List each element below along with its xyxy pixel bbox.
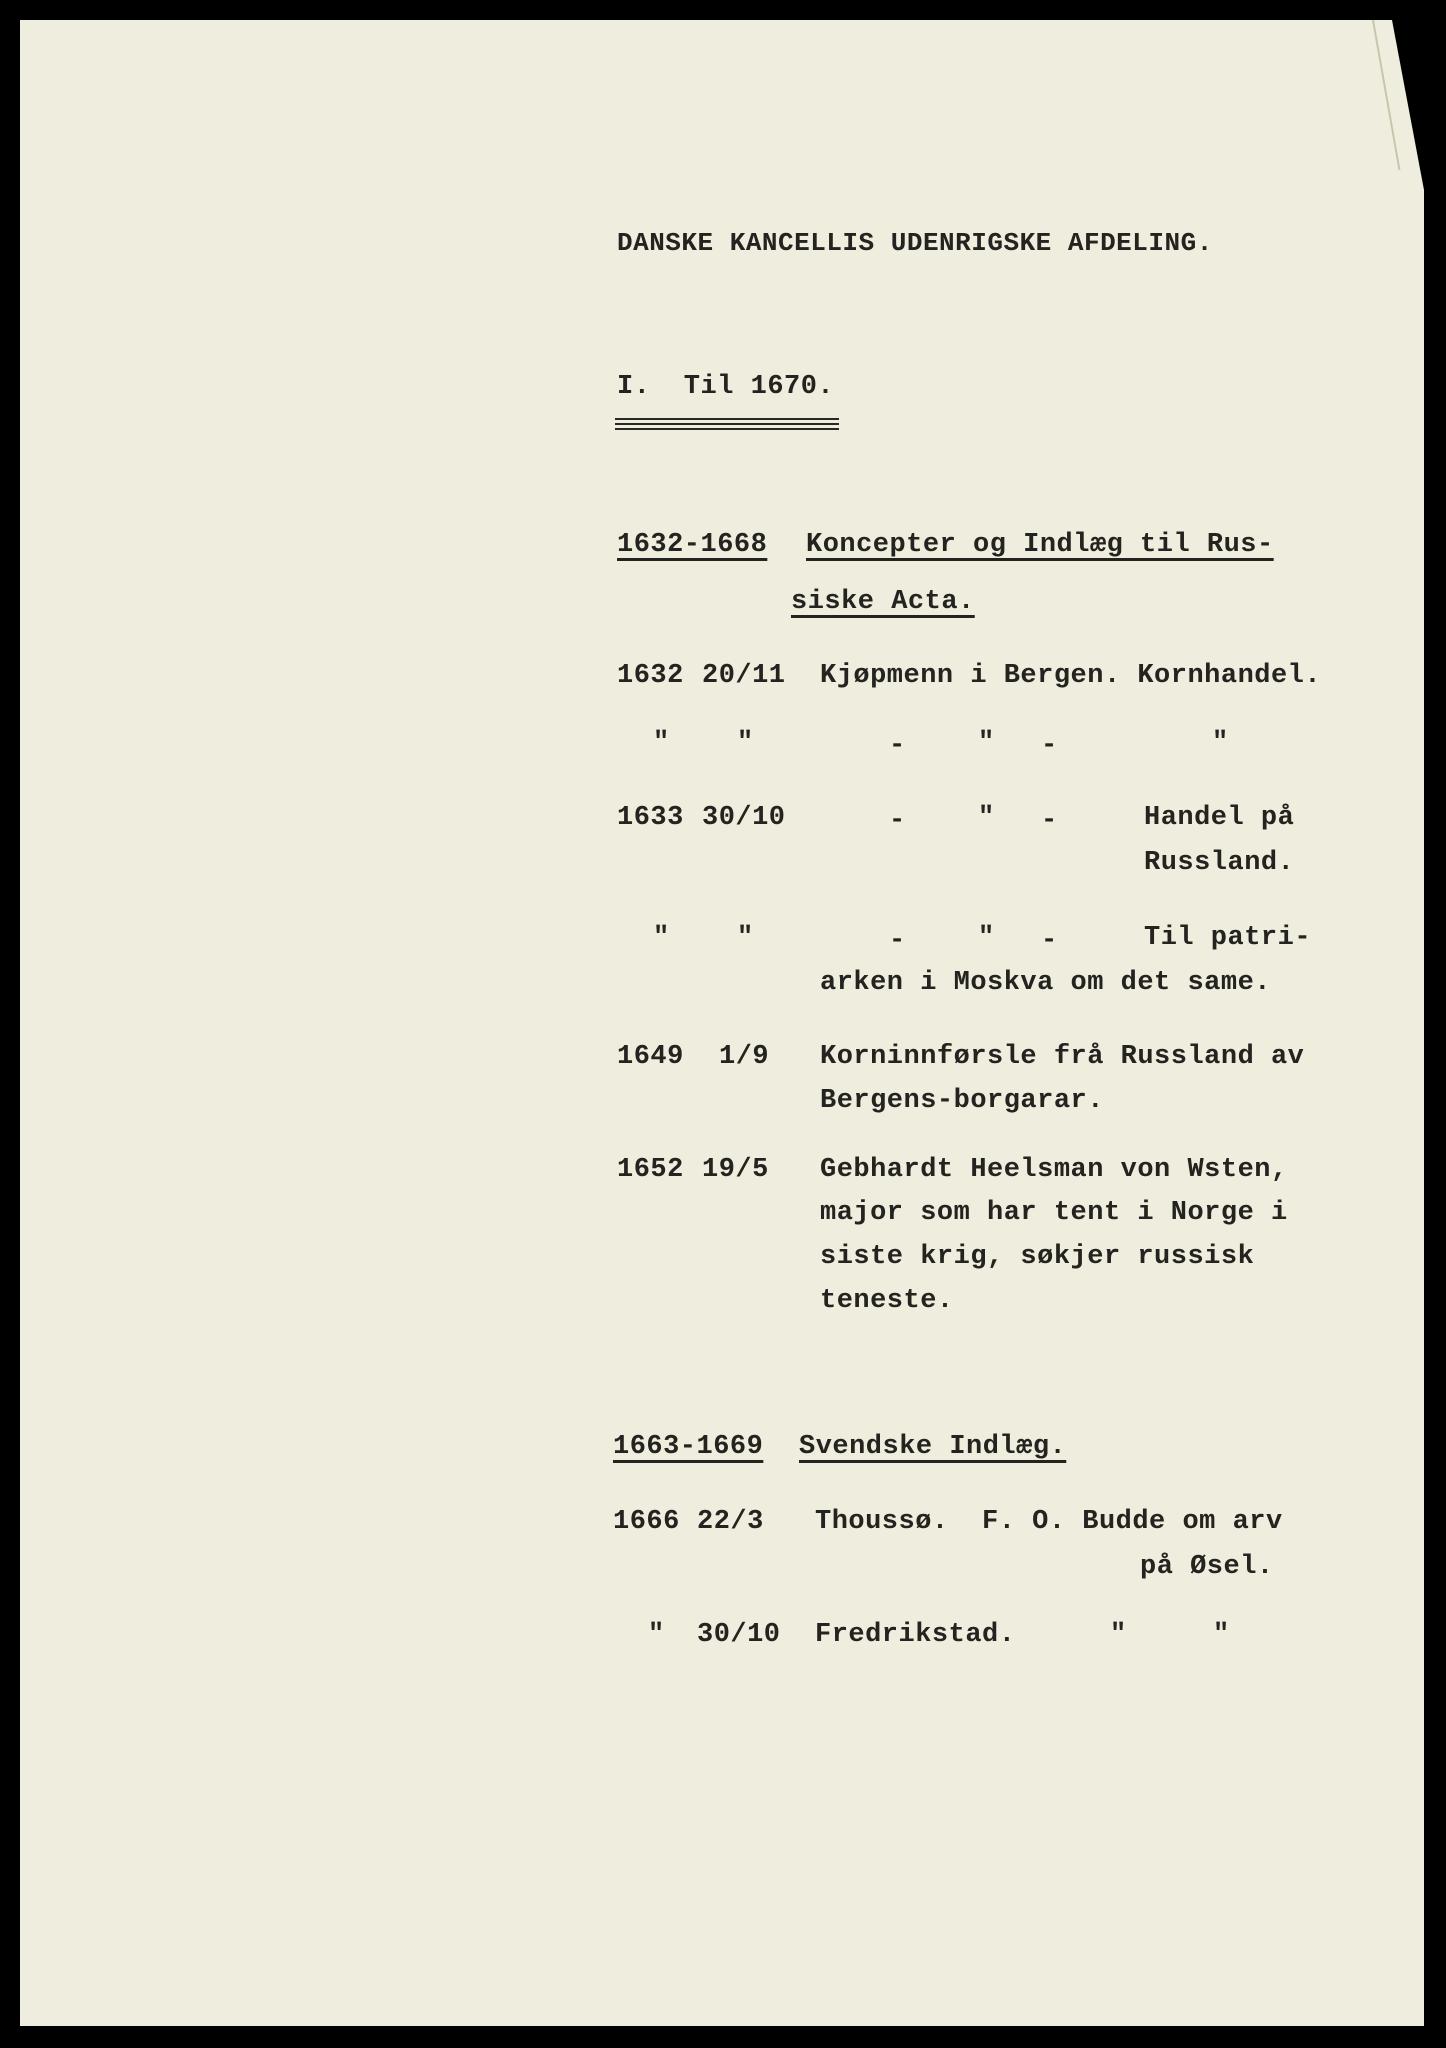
entry-year: 1666 (613, 1507, 680, 1537)
entry-year: 1633 (617, 803, 684, 833)
entry-text-cont: major som har tent i Norge i (820, 1198, 1288, 1228)
entry-ditto-mark: " (978, 803, 995, 833)
entry-date: 30/10 (697, 1620, 781, 1650)
entry-year: 1632 (617, 661, 684, 691)
entry-dash: - (1041, 731, 1058, 761)
entry-text: Fredrikstad. (815, 1620, 1016, 1650)
entry-text: Kjøpmenn i Bergen. Kornhandel. (820, 661, 1322, 691)
section-title: I. Til 1670. (617, 372, 835, 402)
entry-text: Handel på (1144, 803, 1295, 833)
entry-date-ditto: " (737, 923, 754, 953)
group-title-cont: siske Acta. (791, 587, 975, 617)
entry-year-ditto: " (653, 728, 670, 758)
entry-date: 20/11 (702, 661, 786, 691)
section-title-rule (615, 428, 839, 430)
entry-year-ditto: " (648, 1620, 665, 1650)
entry-text-cont: siste krig, søkjer russisk (820, 1242, 1255, 1272)
document-page (20, 20, 1424, 2026)
entry-year: 1652 (617, 1155, 684, 1185)
entry-year-ditto: " (653, 923, 670, 953)
entry-ditto-mark: " (978, 728, 995, 758)
entry-text: Korninnførsle frå Russland av (820, 1042, 1305, 1072)
entry-ditto-mark: " (1212, 728, 1229, 758)
entry-dash: - (889, 926, 906, 956)
entry-dash: - (1041, 926, 1058, 956)
entry-date: 19/5 (702, 1155, 769, 1185)
entry-date: 30/10 (702, 803, 786, 833)
entry-dash: - (889, 806, 906, 836)
group-title: Svendske Indlæg. (799, 1432, 1067, 1462)
section-title-rule (615, 423, 839, 425)
entry-ditto-mark: " (978, 923, 995, 953)
entry-ditto-mark: " (1213, 1620, 1230, 1650)
entry-dash: - (1041, 806, 1058, 836)
group-period: 1663-1669 (613, 1432, 764, 1462)
entry-text: Gebhardt Heelsman von Wsten, (820, 1155, 1288, 1185)
entry-text-cont: Bergens-borgarar. (820, 1086, 1104, 1116)
entry-date: 22/3 (697, 1507, 764, 1537)
group-period: 1632-1668 (617, 530, 768, 560)
entry-date-ditto: " (737, 728, 754, 758)
entry-year: 1649 (617, 1042, 684, 1072)
entry-date: 1/9 (719, 1042, 770, 1072)
group-title: Koncepter og Indlæg til Rus- (806, 530, 1274, 560)
entry-text-cont: på Øsel. (1140, 1552, 1274, 1582)
entry-text: Thoussø. F. O. Budde om arv (815, 1507, 1283, 1537)
entry-text: Til patri- (1144, 923, 1312, 953)
document-heading: DANSKE KANCELLIS UDENRIGSKE AFDELING. (617, 228, 1213, 258)
entry-dash: - (889, 731, 906, 761)
section-title-rule (615, 418, 839, 420)
entry-text-cont: arken i Moskva om det same. (820, 968, 1271, 998)
entry-ditto-mark: " (1110, 1620, 1127, 1650)
entry-text-cont: teneste. (820, 1286, 954, 1316)
entry-text-cont: Russland. (1144, 848, 1295, 878)
